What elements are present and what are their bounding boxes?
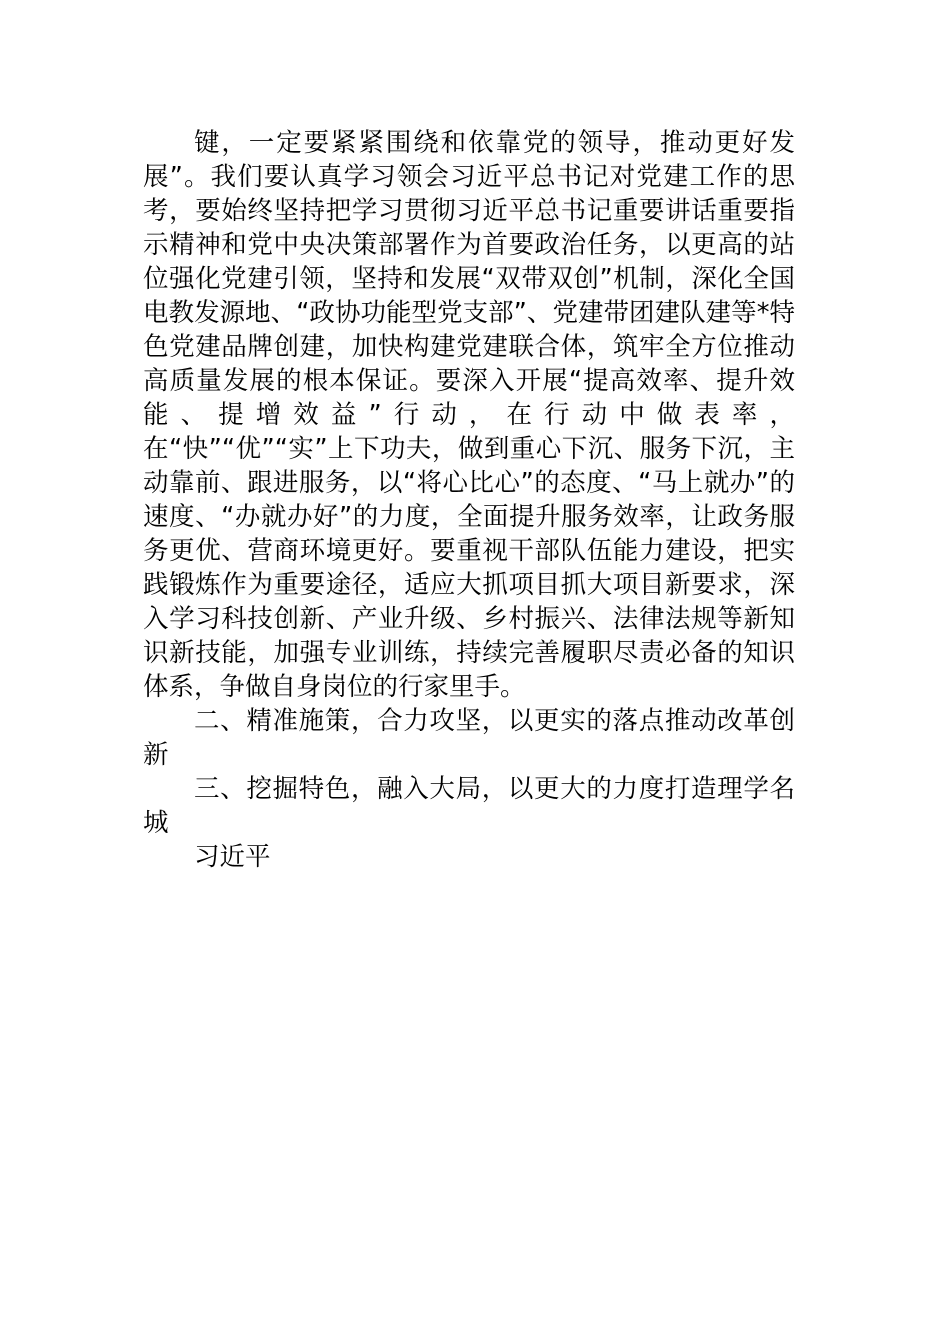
body-paragraph: 键，一定要紧紧围绕和依靠党的领导，推动更好发展”。我们要认真学习领会习近平总书记对党建工作的思考，要始终坚持把学习贯彻习近平总书记重要讲话重要指示精神和党中央决策部署作为首要政治任务，以更高的站位强化党建引领，坚持和发展“双带双创”机制，深化全国电教发源地、“政协功能型党支部”、党建带团建队建等*特色党建品牌创建，加快构建党建联合体，筑牢全方位推动高质量发展的根本保证。要深入开展“提高效率、提升效能、提增效益”行动，在行动中做表率，在“快”“优”“实”上下功夫，做到重心下沉、服务下沉，主动靠前、跟进服务，以“将心比心”的态度、“马上就办”的速度、“办就办好”的力度，全面提升服务效率，让政务服务更优、营商环境更好。要重视干部队伍能力建设，把实践锻炼作为重要途径，适应大抓项目抓大项目新要求，深入学习科技创新、产业升级、乡村振兴、法律法规等新知识新技能，加强专业训练，持续完善履职尽责必备的知识体系，争做自身岗位的行家里手。 — [143, 128, 795, 702]
document-body — [143, 126, 795, 874]
closing-line: 习近平 — [194, 842, 271, 872]
section-heading-three: 三、挖掘特色，融入大局，以更大的力度打造理学名城 — [143, 774, 795, 838]
section-heading-two: 二、精准施策，合力攻坚，以更实的落点推动改革创新 — [143, 706, 795, 770]
